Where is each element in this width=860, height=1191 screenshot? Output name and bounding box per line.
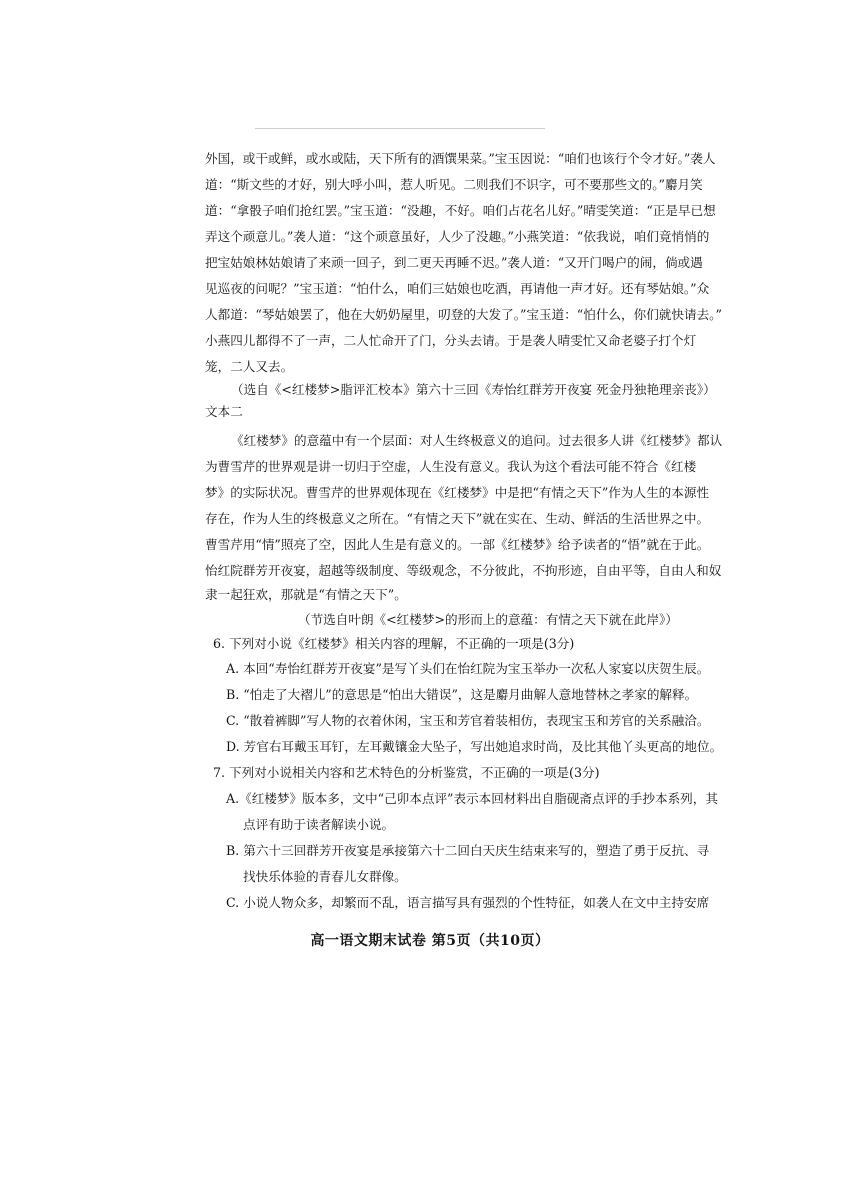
passage2-line: 存在，作为人生的终极意义之所在。“有情之天下”就在实在、生动、鲜活的生活世界之中。: [205, 511, 710, 526]
passage2-line: 隶一起狂欢，那就是“有情之天下”。: [205, 587, 407, 602]
passage1-line: 人都道：“琴姑娘罢了，他在大奶奶屋里，叨登的大发了。”宝玉道：“怕什么，你们就快请去。”: [205, 307, 722, 322]
question-6-stem: 6. 下列对小说《红楼梦》相关内容的理解，不正确的一项是(3分): [213, 636, 575, 651]
question-6-option-b: B. “怕走了大褶儿”的意思是“怕出大错误”，这是麝月曲解人意地替林之孝家的解释。: [226, 687, 698, 702]
passage1-line: 笼，二人又去。: [205, 359, 294, 374]
question-7-option-b-cont: 找快乐体验的青春儿女群像。: [243, 869, 407, 884]
question-6-option-a: A. 本回“寿怡红群芳开夜宴”是写丫头们在怡红院为宝玉举办一次私人家宴以庆贺生辰。: [226, 661, 710, 676]
question-7-option-a: A.《红楼梦》版本多，文中“己卯本点评”表示本回材料出自脂砚斋点评的手抄本系列，其: [226, 791, 718, 806]
question-7-option-b: B. 第六十三回群芳开夜宴是承接第六十二回白天庆生结束来写的，塑造了勇于反抗、寻: [226, 843, 710, 858]
question-7-option-c: C. 小说人物众多，却繁而不乱，语言描写具有强烈的个性特征，如袭人在文中主持安席: [226, 895, 710, 910]
passage1-line: 道：“斯文些的才好，别大呼小叫，惹人听见。二则我们不识字，可不要那些文的。”麝月笑: [205, 177, 703, 192]
passage2-line: 为曹雪芹的世界观是讲一切归于空虚，人生没有意义。我认为这个看法可能不符合《红楼: [205, 459, 697, 474]
scan-rule: [255, 128, 545, 129]
question-7-option-a-cont: 点评有助于读者解读小说。: [243, 817, 395, 832]
passage1-line: 把宝姑娘林姑娘请了来顽一回子，到二更天再睡不迟。”袭人道：“又开门喝户的闹，倘或遇: [205, 255, 703, 270]
passage2-line: 梦》的实际状况。曹雪芹的世界观体现在《红楼梦》中是把“有情之天下”作为人生的本源性: [205, 485, 710, 500]
passage1-line: 小燕四儿都得不了一声，二人忙命开了门，分头去请。于是袭人晴雯忙又命老婆子打个灯: [205, 333, 697, 348]
passage2-line: 曹雪芹用“情”照亮了空，因此人生是有意义的。一部《红楼梦》给予读者的“悟”就在于此。: [205, 537, 710, 552]
question-6-option-c: C. “散着裤脚”写人物的衣着休闲，宝玉和芳官着装相仿，表现宝玉和芳官的关系融洽。: [226, 713, 710, 728]
page-footer: 高一语文期末试卷 第5页（共10页）: [310, 933, 550, 949]
question-7-stem: 7. 下列对小说相关内容和艺术特色的分析鉴赏，不正确的一项是(3分): [213, 765, 600, 780]
passage1-line: 弄这个顽意儿。”袭人道：“这个顽意虽好，人少了没趣。”小燕笑道：“依我说，咱们竟悄悄的: [205, 229, 710, 244]
source-citation-1: （选自《<红楼梦>脂评汇校本》第六十三回《寿怡红群芳开夜宴 死金丹独艳理亲丧》）: [231, 382, 716, 397]
source-citation-2: （节选自叶朗《<红楼梦>的形而上的意蕴：有情之天下就在此岸》）: [297, 612, 678, 627]
text2-label: 文本二: [205, 404, 243, 419]
passage1-line: 见巡夜的问呢？”宝玉道：“怕什么，咱们三姑娘也吃酒，再请他一声才好。还有琴姑娘。”众: [205, 281, 710, 296]
passage1-line: 外国，或干或鲜，或水或陆，天下所有的酒馔果菜。”宝玉因说：“咱们也该行个令才好。”袭人: [205, 151, 716, 166]
passage2-line: 怡红院群芳开夜宴，超越等级制度、等级观念，不分彼此，不拘形迹，自由平等，自由人和奴: [205, 563, 722, 578]
passage2-line: 《红楼梦》的意蕴中有一个层面：对人生终极意义的追问。过去很多人讲《红楼梦》都认: [231, 433, 723, 448]
passage1-line: 道：“拿骰子咱们抢红罢。”宝玉道：“没趣，不好。咱们占花名儿好。”晴雯笑道：“正是早已想: [205, 203, 716, 218]
question-6-option-d: D. 芳官右耳戴玉耳钉，左耳戴镶金大坠子，写出她追求时尚，及比其他丫头更高的地位。: [226, 739, 723, 754]
